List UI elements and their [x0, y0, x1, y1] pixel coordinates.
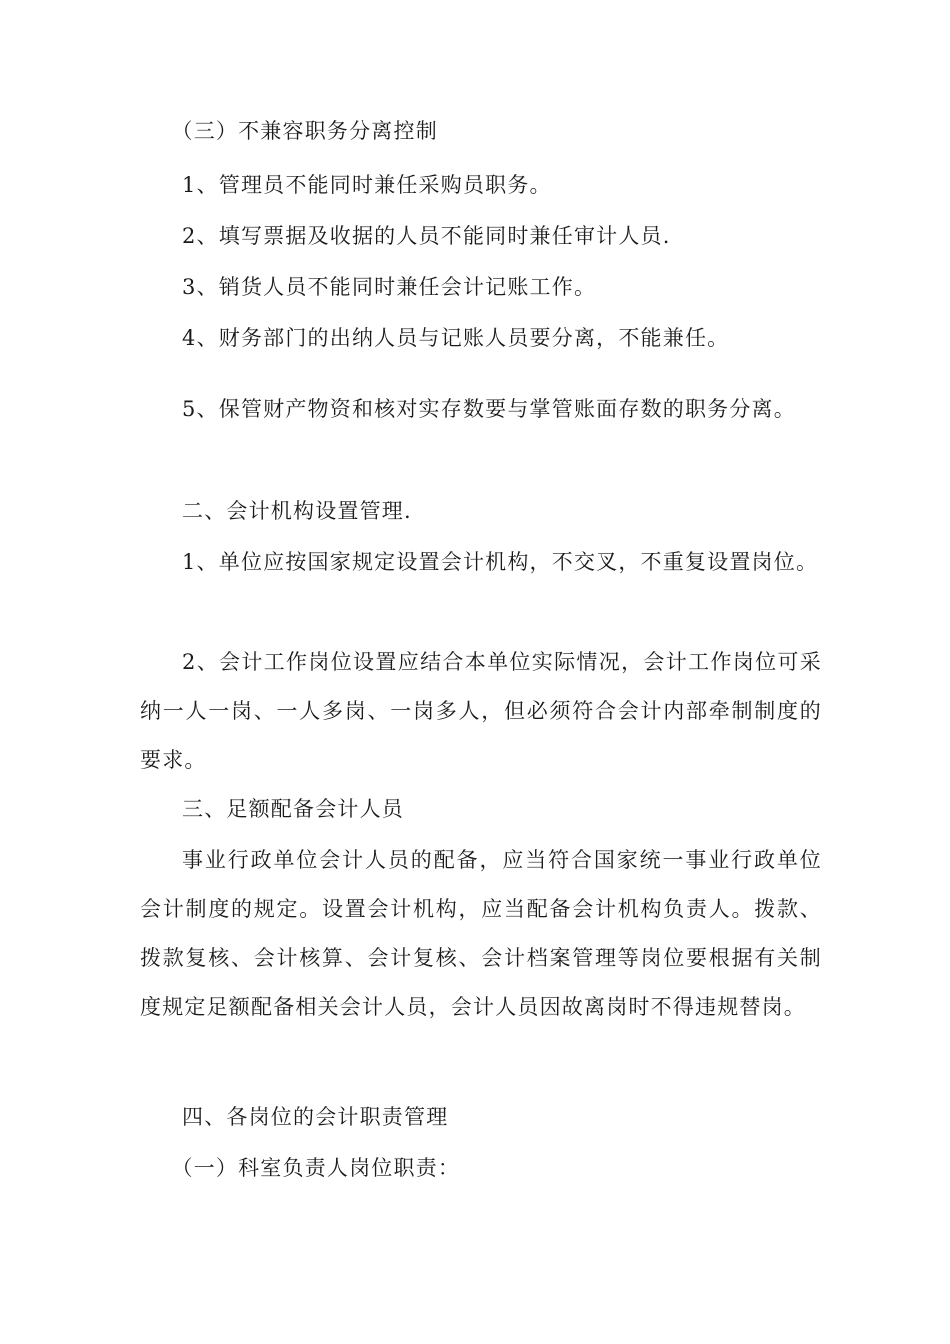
paragraph-item-2: 2、填写票据及收据的人员不能同时兼任审计人员. [182, 224, 671, 248]
paragraph-item-4: 4、财务部门的出纳人员与记账人员要分离，不能兼任。 [182, 326, 730, 350]
paragraph-section-3-body: 事业行政单位会计人员的配备，应当符合国家统一事业行政单位会计制度的规定。设置会计机构，应当配备会计机构负责人。拨款、拨款复核、会计核算、会计复核、会计档案管理等岗位要根据有关制度规定足额配备相关会计人员，会计人员因故离岗时不得违规替岗。 [140, 848, 822, 1019]
heading-section-4: 四、各岗位的会计职责管理 [182, 1105, 449, 1129]
paragraph-item-1: 1、管理员不能同时兼任采购员职务。 [182, 173, 552, 197]
heading-section-2: 二、会计机构设置管理. [182, 499, 412, 523]
paragraph-item-5: 5、保管财产物资和核对实存数要与掌管账面存数的职务分离。 [182, 397, 796, 421]
paragraph-section-2-item-2: 2、会计工作岗位设置应结合本单位实际情况，会计工作岗位可采纳一人一岗、一人多岗、一岗多人，但必须符合会计内部牵制制度的要求。 [140, 650, 822, 772]
paragraph-item-3: 3、销货人员不能同时兼任会计记账工作。 [182, 275, 597, 299]
heading-incompatible-duties: （三）不兼容职务分离控制 [171, 119, 438, 143]
paragraph-section-2-item-1: 1、单位应按国家规定设置会计机构，不交叉，不重复设置岗位。 [182, 550, 819, 574]
heading-section-4-sub-1: （一）科室负责人岗位职责： [171, 1156, 461, 1180]
heading-section-3: 三、足额配备会计人员 [182, 797, 404, 821]
